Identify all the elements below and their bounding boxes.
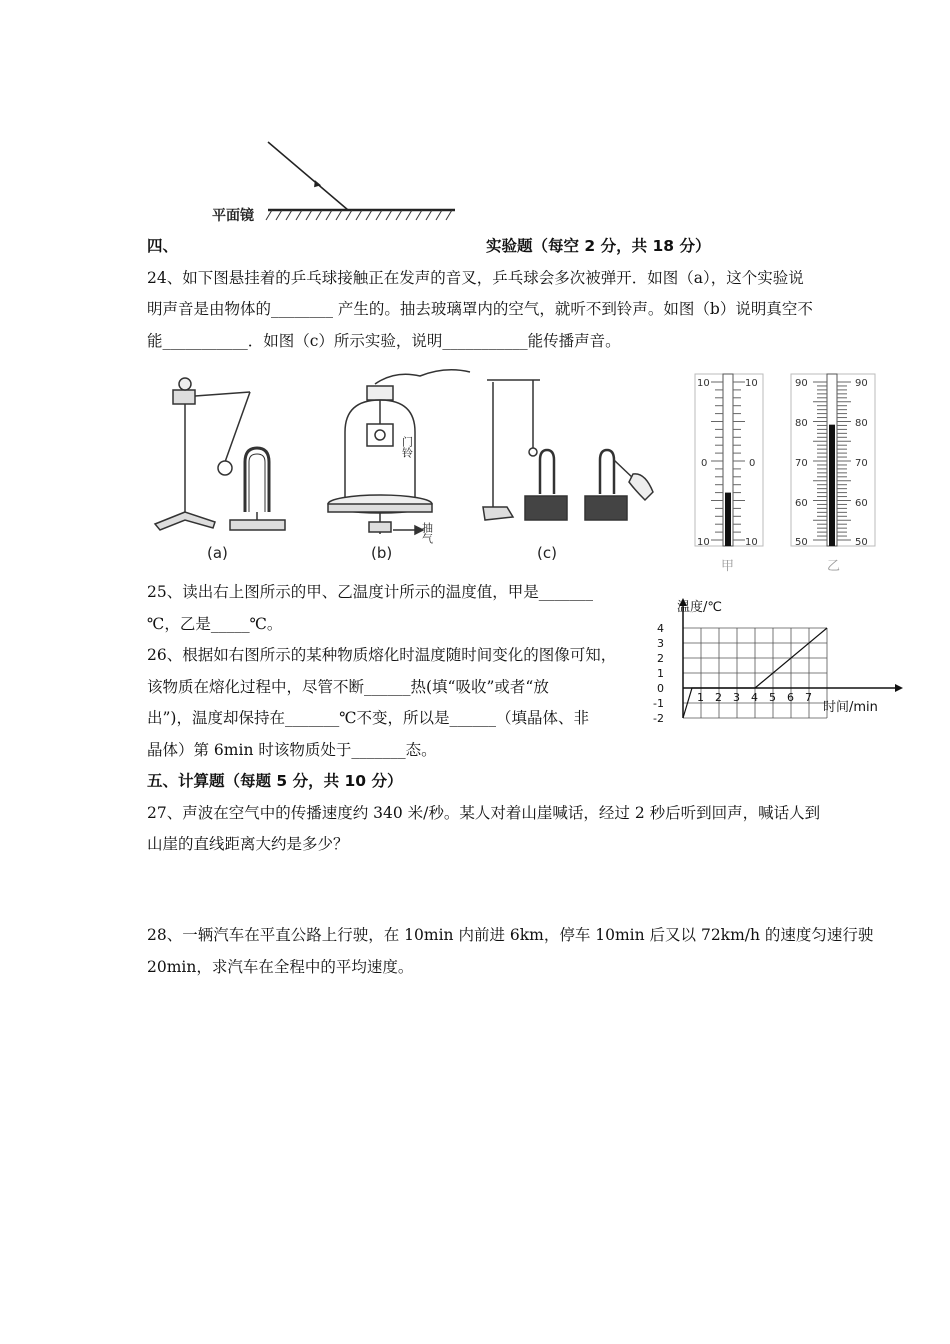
q26-line1: 26、根据如右图所示的某种物质熔化时温度随时间变化的图像可知， bbox=[147, 646, 617, 664]
experiment-figures bbox=[145, 362, 665, 567]
jia-label: 甲 bbox=[721, 559, 735, 573]
mirror-hatching bbox=[266, 210, 452, 220]
figure-b bbox=[328, 370, 470, 534]
q24-line3: 能___________．如图（c）所示实验，说明___________能传播声音。 bbox=[147, 332, 621, 350]
yi-tick-60-left: 60 bbox=[795, 498, 808, 509]
x-tick-label: 4 bbox=[751, 691, 758, 704]
y-tick-label: 4 bbox=[657, 622, 664, 635]
yi-tick-70-right: 70 bbox=[855, 458, 868, 469]
yi-tick-90-left: 90 bbox=[795, 378, 808, 389]
thermometers bbox=[685, 368, 885, 573]
chart-grid bbox=[683, 628, 827, 718]
pump-text: 抽气 bbox=[420, 522, 434, 544]
incident-ray bbox=[268, 142, 348, 210]
yi-tick-70-left: 70 bbox=[795, 458, 808, 469]
figure-c-label: (c) bbox=[537, 544, 557, 562]
jia-tick-mid-left: 0 bbox=[701, 458, 708, 469]
mirror-diagram bbox=[200, 130, 470, 230]
q25-line2: ℃，乙是_____℃。 bbox=[147, 615, 283, 633]
jia-tick-top-left: 10 bbox=[697, 378, 710, 389]
x-tick-label: 5 bbox=[769, 691, 776, 704]
y-tick-label: -1 bbox=[653, 697, 664, 710]
melting-chart bbox=[645, 596, 905, 736]
section4-number: 四、 bbox=[147, 237, 179, 255]
x-axis-label: 时间/min bbox=[823, 700, 878, 715]
x-tick-label: 1 bbox=[697, 691, 704, 704]
q26-line2: 该物质在熔化过程中，尽管不断______热(填“吸收”或者“放 bbox=[147, 678, 549, 696]
y-tick-label: 3 bbox=[657, 637, 664, 650]
q28-line1: 28、一辆汽车在平直公路上行驶，在 10min 内前进 6km，停车 10min 后又以 72km/h 的速度匀速行驶 bbox=[147, 926, 874, 944]
yi-tick-80-left: 80 bbox=[795, 418, 808, 429]
jia-tick-top-right: 10 bbox=[745, 378, 758, 389]
jia-tick-bottom-right: 10 bbox=[745, 537, 758, 548]
q25-line1: 25、读出右上图所示的甲、乙温度计所示的温度值，甲是_______ bbox=[147, 583, 593, 601]
figure-a bbox=[155, 378, 285, 530]
x-tick-label: 6 bbox=[787, 691, 794, 704]
figure-c bbox=[483, 380, 653, 520]
q24-line1: 24、如下图悬挂着的乒乓球接触正在发声的音叉，乒乓球会多次被弹开．如图（a），这个实验说 bbox=[147, 269, 804, 287]
yi-tick-60-right: 60 bbox=[855, 498, 868, 509]
ray-arrow bbox=[311, 180, 321, 190]
x-tick-label: 7 bbox=[805, 691, 812, 704]
yi-label: 乙 bbox=[827, 559, 841, 573]
figure-b-label: (b) bbox=[371, 544, 393, 562]
q26-line4: 晶体）第 6min 时该物质处于_______态。 bbox=[147, 741, 437, 759]
bell-text: 门铃 bbox=[400, 436, 414, 458]
q27-line1: 27、声波在空气中的传播速度约 340 米/秒。某人对着山崖喊话，经过 2 秒后听到回声，喊话人到 bbox=[147, 804, 821, 822]
yi-tick-50-right: 50 bbox=[855, 537, 868, 548]
yi-tick-50-left: 50 bbox=[795, 537, 808, 548]
y-tick-label: 1 bbox=[657, 667, 664, 680]
q27-line2: 山崖的直线距离大约是多少？ bbox=[147, 835, 349, 853]
yi-tick-90-right: 90 bbox=[855, 378, 868, 389]
section4-title: 实验题（每空 2 分，共 18 分） bbox=[486, 237, 711, 255]
q28-line2: 20min，求汽车在全程中的平均速度。 bbox=[147, 958, 414, 976]
x-tick-label: 2 bbox=[715, 691, 722, 704]
figure-a-label: (a) bbox=[207, 544, 228, 562]
q24-line2: 明声音是由物体的________ 产生的。抽去玻璃罩内的空气，就听不到铃声。如图（b）说明真空不 bbox=[147, 300, 813, 318]
y-axis-label: 温度/℃ bbox=[677, 600, 722, 615]
y-tick-label: -2 bbox=[653, 712, 664, 725]
section5-title: 五、计算题（每题 5 分，共 10 分） bbox=[147, 772, 403, 790]
jia-tick-mid-right: 0 bbox=[749, 458, 756, 469]
x-axis-arrow bbox=[895, 684, 903, 692]
jia-tick-bottom-left: 10 bbox=[697, 537, 710, 548]
yi-tick-80-right: 80 bbox=[855, 418, 868, 429]
mirror-label: 平面镜 bbox=[212, 208, 254, 224]
x-tick-label: 3 bbox=[733, 691, 740, 704]
thermometer-yi bbox=[791, 374, 875, 573]
thermometer-jia bbox=[695, 374, 763, 573]
y-tick-label: 2 bbox=[657, 652, 664, 665]
q26-line3: 出”)，温度却保持在_______℃不变，所以是______（填晶体、非 bbox=[147, 709, 590, 727]
y-tick-label: 0 bbox=[657, 682, 664, 695]
